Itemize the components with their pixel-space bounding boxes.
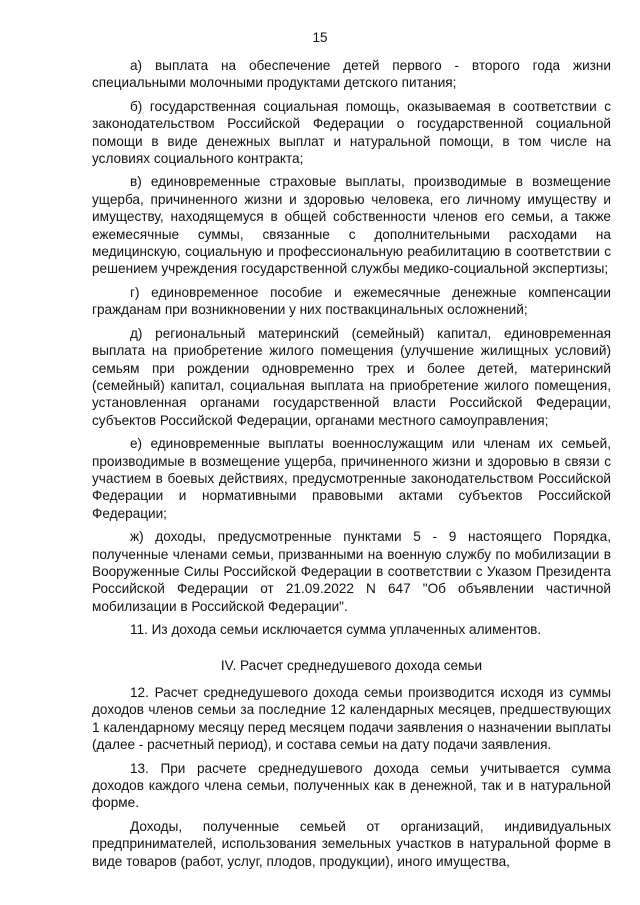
paragraph-item-v: в) единовременные страховые выплаты, производимые в возмещение ущерба, причиненного жизни и здоровью человека, его личному имуществу и имуществу, находящемуся в общей собственности членов его семьи, а также ежемесячные суммы, связанные с дополнительными расходами на медицинскую, социальную и профессиональную реабилитацию в соответствии с решением учреждения государственной службы медико-социальной экспертизы; [92,174,611,277]
paragraph-clause-11: 11. Из дохода семьи исключается сумма уплаченных алиментов. [130,622,542,638]
page-number: 15 [312,30,328,45]
section-heading: IV. Расчет среднедушевого дохода семьи [220,657,483,673]
paragraph-item-a: а) выплата на обеспечение детей первого - второго года жизни специальными молочными продуктами детского питания; [92,58,611,91]
paragraph-item-b: б) государственная социальная помощь, оказываемая в соответствии с законодательством Российской Федерации о государственной социальной помощи в виде денежных выплат и натуральной помощи, в том числе на условиях социального контракта; [92,98,611,167]
document-body [92,57,611,876]
paragraph-item-zh: ж) доходы, предусмотренные пунктами 5 - 9 настоящего Порядка, полученные членами семьи, призванными на военную службу по мобилизации в Вооруженные Силы Российской Федерации в соответствии с Указом Президента Российской Федерации от 21.09.2022 N 647 "Об объявлении частичной мобилизации в Российской Федерации". [92,529,611,614]
paragraph-item-d: д) региональный материнский (семейный) капитал, единовременная выплата на приобретение жилого помещения (улучшение жилищных условий) семьям при рождении одновременно трех и более детей, материнский (семейный) капитал, социальная выплата на приобретение жилого помещения, установленная органами государственной власти Российской Федерации, субъектов Российской Федерации, органами местного самоуправления; [92,325,611,428]
paragraph-item-g: г) единовременное пособие и ежемесячные денежные компенсации гражданам при возникновении у них поствакцинальных осложнений; [92,284,611,318]
paragraph-clause-12: 12. Расчет среднедушевого дохода семьи производится исходя из суммы доходов членов семьи за последние 12 календарных месяцев, предшествующих 1 календарному месяцу перед месяцем подачи заявления о назначении выплаты (далее - расчетный период), и состава семьи на дату подачи заявления. [92,685,611,753]
paragraph-item-e: е) единовременные выплаты военнослужащим или членам их семьей, производимые в возмещение ущерба, причиненного жизни и здоровью в связи с участием в боевых действиях, предусмотренные законодательством Российской Федерации и нормативными правовыми актами субъектов Российской Федерации; [92,436,611,521]
paragraph-incomes: Доходы, полученные семьей от организаций, индивидуальных предпринимателей, использования земельных участков в натуральной форме в виде товаров (работ, услуг, плодов, продукции), иного имущества, [92,818,611,869]
paragraph-clause-13: 13. При расчете среднедушевого дохода семьи учитывается сумма доходов каждого члена семьи, полученных как в денежной, так и в натуральной форме. [92,760,611,811]
